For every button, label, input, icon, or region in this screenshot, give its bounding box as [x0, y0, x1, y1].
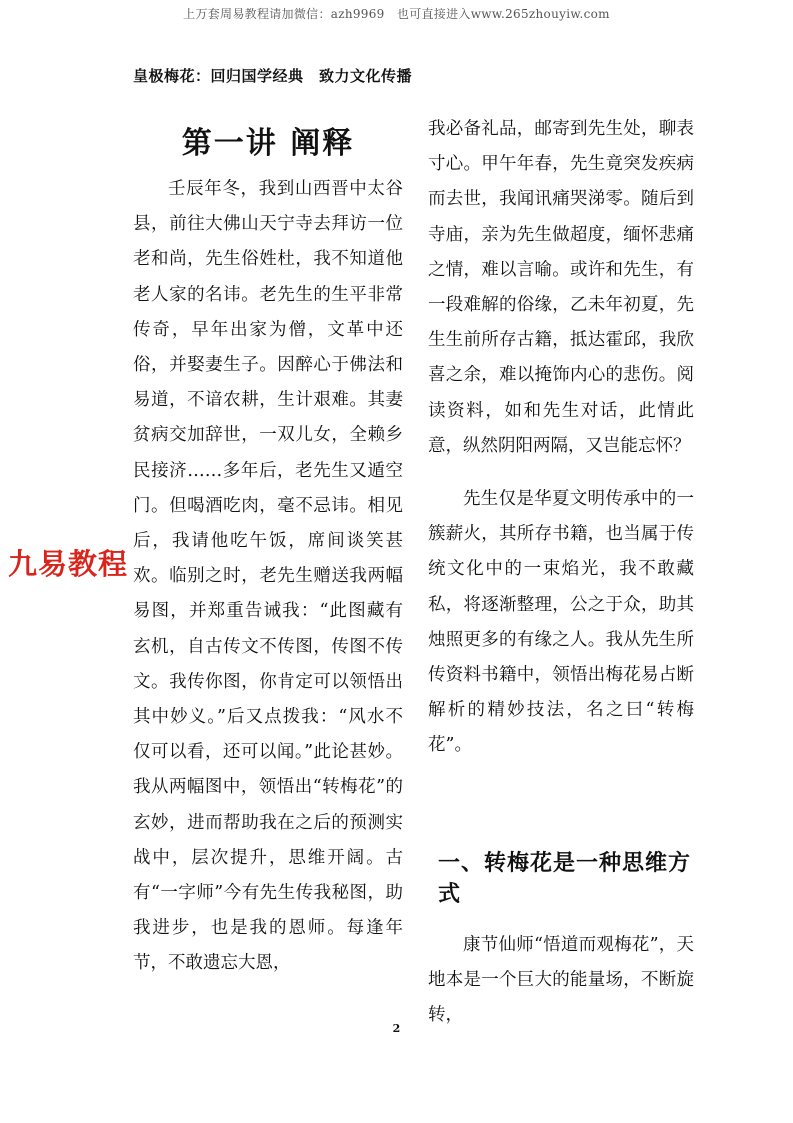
left-column — [133, 172, 403, 982]
lecture-title: 第一讲 阐释 — [181, 126, 355, 161]
right-paragraph-continued: 我必备礼品，邮寄到先生处，聊表寸心。甲午年春，先生竟突发疾病而去世，我闻讯痛哭涕零。随后到寺庙，亲为先生做超度，缅怀悲痛之情，难以言喻。或许和先生，有一段难解的俗缘，乙未年初夏，先生生前所存古籍，抵达霍邱，我欣喜之余，难以掩饰内心的悲伤。阅读资料，如和先生对话，此情此意，纵然阴阳两隔，又岂能忘怀？ — [428, 119, 694, 456]
right-paragraph-3: 康节仙师“悟道而观梅花”，天地本是一个巨大的能量场，不断旋转， — [428, 935, 694, 1026]
page-number: 2 — [392, 1022, 401, 1035]
running-header: 皇极梅花：回归国学经典 致力文化传播 — [133, 67, 413, 85]
watermark-logo: 九易教程 — [8, 547, 129, 581]
right-column-lower — [428, 928, 694, 1034]
section-heading: 一、转梅花是一种思维方式 — [438, 851, 692, 907]
right-column — [428, 112, 694, 764]
left-paragraph: 壬辰年冬，我到山西晋中太谷县，前往大佛山天宁寺去拜访一位老和尚，先生俗姓杜，我不知道他老人家的名讳。老先生的生平非常传奇，早年出家为僧，文革中还俗，并娶妻生子。因醉心于佛法和易道，不谙农耕，生计艰难。其妻贫病交加辞世，一双儿女，全赖乡民接济……多年后，老先生又遁空门。但喝酒吃肉，毫不忌讳。相见后，我请他吃午饭，席间谈笑甚欢。临别之时，老先生赠送我两幅易图，并郑重告诫我：“此图藏有玄机，自古传文不传图，传图不传文。我传你图，你肯定可以领悟出其中妙义。”后又点拨我：“风水不仅可以看，还可以闻。”此论甚妙。我从两幅图中，领悟出“转梅花”的玄妙，进而帮助我在之后的预测实战中，层次提升，思维开阔。古有“一字师”今有先生传我秘图，助我进步，也是我的恩师。每逢年节，不敢遗忘大恩， — [133, 179, 403, 974]
top-banner: 上万套周易教程请加微信：azh9969 也可直接进入www.265zhouyiw.com — [183, 7, 610, 21]
right-paragraph-2: 先生仅是华夏文明传承中的一簇薪火，其所存书籍，也当属于传统文化中的一束焰光，我不敢藏私，将逐渐整理，公之于众，助其烛照更多的有缘之人。我从先生所传资料书籍中，领悟出梅花易占断解析的精妙技法，名之曰“转梅花”。 — [428, 489, 694, 756]
